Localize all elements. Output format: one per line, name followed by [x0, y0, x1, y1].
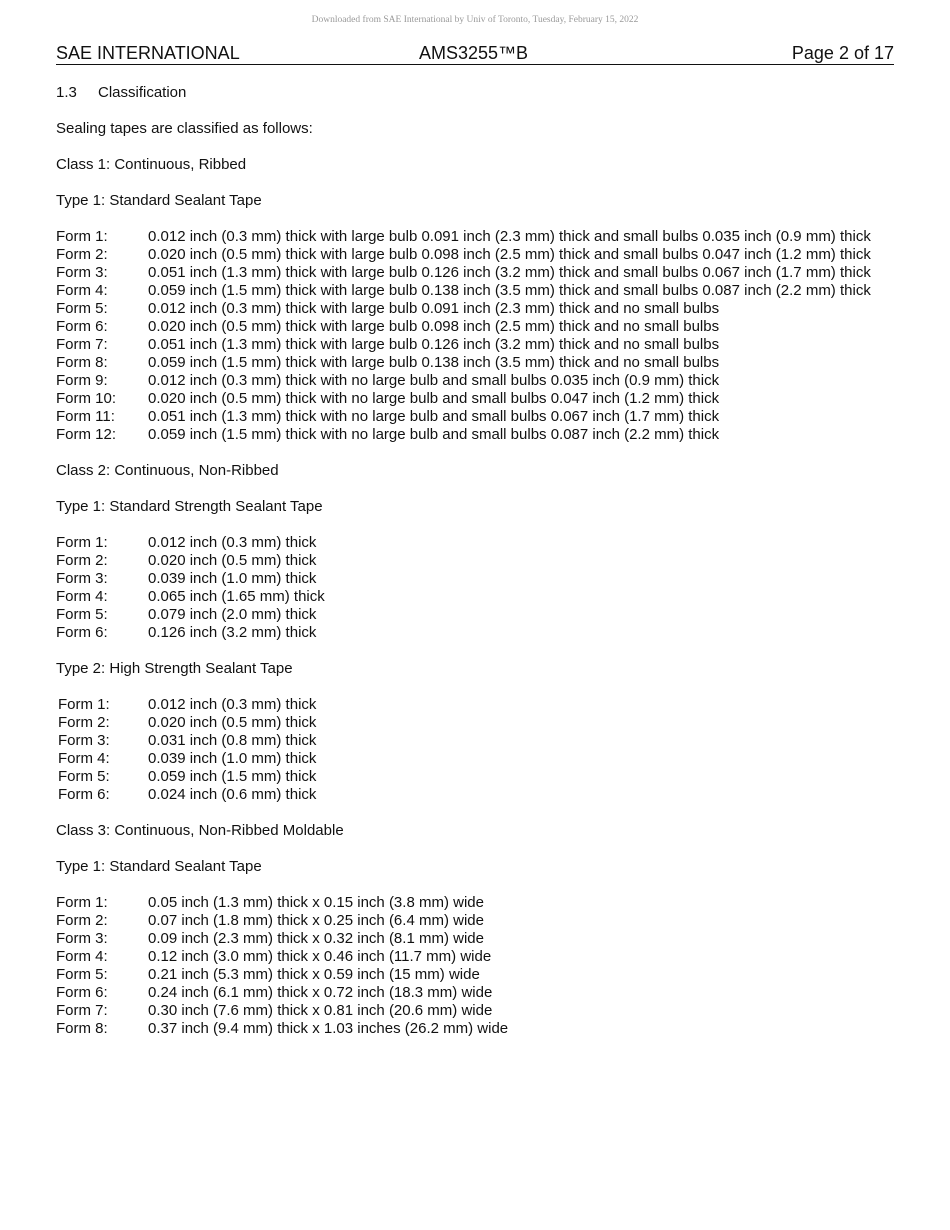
form-label: Form 2: — [56, 552, 108, 569]
form-description: 0.21 inch (5.3 mm) thick x 0.59 inch (15 mm) wide — [148, 966, 480, 983]
form-label: Form 7: — [56, 1002, 108, 1019]
form-label: Form 4: — [56, 948, 108, 965]
form-row — [56, 354, 894, 372]
form-label: Form 8: — [56, 354, 108, 371]
form-row — [56, 768, 894, 786]
form-description: 0.24 inch (6.1 mm) thick x 0.72 inch (18.3 mm) wide — [148, 984, 493, 1001]
form-row — [56, 426, 894, 444]
form-description: 0.020 inch (0.5 mm) thick — [148, 714, 317, 731]
form-description: 0.024 inch (0.6 mm) thick — [148, 786, 317, 803]
form-row — [56, 390, 894, 408]
form-row — [56, 948, 894, 966]
form-label: Form 3: — [56, 570, 108, 587]
form-label: Form 5: — [56, 606, 108, 623]
form-description: 0.020 inch (0.5 mm) thick with large bulb 0.098 inch (2.5 mm) thick and no small bulbs — [148, 318, 720, 335]
form-description: 0.012 inch (0.3 mm) thick with large bulb 0.091 inch (2.3 mm) thick and small bulbs 0.035 inch (0.9 mm) thick — [148, 228, 871, 245]
form-label: Form 4: — [58, 750, 110, 767]
class-1-type-1-forms — [56, 228, 894, 444]
form-label: Form 11: — [56, 408, 115, 425]
form-description: 0.051 inch (1.3 mm) thick with large bulb 0.126 inch (3.2 mm) thick and no small bulbs — [148, 336, 720, 353]
class-2-type-1-heading: Type 1: Standard Strength Sealant Tape — [56, 498, 323, 515]
publisher-name: SAE INTERNATIONAL — [56, 43, 240, 63]
form-label: Form 6: — [56, 624, 108, 641]
form-row — [56, 534, 894, 552]
class-3-type-1-heading: Type 1: Standard Sealant Tape — [56, 858, 262, 875]
form-row — [56, 282, 894, 300]
form-description: 0.031 inch (0.8 mm) thick — [148, 732, 317, 749]
form-description: 0.065 inch (1.65 mm) thick — [148, 588, 325, 605]
form-description: 0.12 inch (3.0 mm) thick x 0.46 inch (11.7 mm) wide — [148, 948, 492, 965]
form-row — [56, 228, 894, 246]
class-3-heading: Class 3: Continuous, Non-Ribbed Moldable — [56, 822, 344, 839]
form-description: 0.37 inch (9.4 mm) thick x 1.03 inches (26.2 mm) wide — [148, 1020, 509, 1037]
form-label: Form 5: — [56, 300, 108, 317]
form-description: 0.07 inch (1.8 mm) thick x 0.25 inch (6.4 mm) wide — [148, 912, 484, 929]
form-description: 0.079 inch (2.0 mm) thick — [148, 606, 317, 623]
form-row — [56, 786, 894, 804]
form-label: Form 3: — [56, 264, 108, 281]
page-number: Page 2 of 17 — [791, 43, 894, 63]
form-label: Form 6: — [56, 984, 108, 1001]
form-label: Form 9: — [56, 372, 108, 389]
form-description: 0.059 inch (1.5 mm) thick — [148, 768, 317, 785]
form-description: 0.012 inch (0.3 mm) thick with large bulb 0.091 inch (2.3 mm) thick and no small bulbs — [148, 300, 720, 317]
form-label: Form 5: — [58, 768, 110, 785]
document-number: AMS3255™B — [419, 43, 529, 63]
form-label: Form 7: — [56, 336, 108, 353]
form-row — [56, 552, 894, 570]
class-2-type-1-forms — [56, 534, 894, 642]
section-number: 1.3 — [56, 84, 77, 101]
intro-paragraph: Sealing tapes are classified as follows: — [56, 120, 313, 137]
form-description: 0.020 inch (0.5 mm) thick with no large bulb and small bulbs 0.047 inch (1.2 mm) thick — [148, 390, 720, 407]
class-2-heading: Class 2: Continuous, Non-Ribbed — [56, 462, 279, 479]
form-row — [56, 570, 894, 588]
form-row — [56, 750, 894, 768]
class-2-type-2-forms — [56, 696, 894, 804]
document-body — [56, 84, 894, 1038]
form-label: Form 2: — [58, 714, 110, 731]
class-1-heading: Class 1: Continuous, Ribbed — [56, 156, 247, 173]
class-2-type-2-heading: Type 2: High Strength Sealant Tape — [56, 660, 293, 677]
form-label: Form 10: — [56, 390, 117, 407]
form-label: Form 1: — [56, 894, 108, 911]
form-label: Form 12: — [56, 426, 117, 443]
form-description: 0.012 inch (0.3 mm) thick with no large bulb and small bulbs 0.035 inch (0.9 mm) thick — [148, 372, 720, 389]
form-description: 0.020 inch (0.5 mm) thick — [148, 552, 317, 569]
form-label: Form 3: — [58, 732, 110, 749]
form-row — [56, 930, 894, 948]
form-description: 0.126 inch (3.2 mm) thick — [148, 624, 317, 641]
form-description: 0.05 inch (1.3 mm) thick x 0.15 inch (3.8 mm) wide — [148, 894, 484, 911]
form-description: 0.059 inch (1.5 mm) thick with no large bulb and small bulbs 0.087 inch (2.2 mm) thick — [148, 426, 720, 443]
form-description: 0.09 inch (2.3 mm) thick x 0.32 inch (8.1 mm) wide — [148, 930, 484, 947]
form-row — [56, 1002, 894, 1020]
form-description: 0.051 inch (1.3 mm) thick with no large bulb and small bulbs 0.067 inch (1.7 mm) thick — [148, 408, 720, 425]
form-label: Form 6: — [56, 318, 108, 335]
form-label: Form 4: — [56, 282, 108, 299]
form-description: 0.059 inch (1.5 mm) thick with large bulb 0.138 inch (3.5 mm) thick and small bulbs 0.087 inch (2.2 mm) thick — [148, 282, 871, 299]
form-row — [56, 894, 894, 912]
form-description: 0.051 inch (1.3 mm) thick with large bulb 0.126 inch (3.2 mm) thick and small bulbs 0.067 inch (1.7 mm) thick — [148, 264, 871, 281]
form-row — [56, 246, 894, 264]
form-description: 0.039 inch (1.0 mm) thick — [148, 570, 317, 587]
form-row — [56, 606, 894, 624]
form-description: 0.059 inch (1.5 mm) thick with large bulb 0.138 inch (3.5 mm) thick and no small bulbs — [148, 354, 720, 371]
form-row — [56, 336, 894, 354]
form-description: 0.012 inch (0.3 mm) thick — [148, 534, 317, 551]
form-description: 0.30 inch (7.6 mm) thick x 0.81 inch (20.6 mm) wide — [148, 1002, 493, 1019]
form-row — [56, 984, 894, 1002]
form-description: 0.039 inch (1.0 mm) thick — [148, 750, 317, 767]
form-label: Form 1: — [58, 696, 110, 713]
form-row — [56, 912, 894, 930]
form-row — [56, 318, 894, 336]
form-row — [56, 588, 894, 606]
form-row — [56, 732, 894, 750]
form-label: Form 4: — [56, 588, 108, 605]
form-label: Form 2: — [56, 912, 108, 929]
form-row — [56, 624, 894, 642]
class-3-type-1-forms — [56, 894, 894, 1038]
form-row — [56, 696, 894, 714]
form-label: Form 8: — [56, 1020, 108, 1037]
page-header — [56, 43, 894, 65]
form-description: 0.012 inch (0.3 mm) thick — [148, 696, 317, 713]
form-row — [56, 372, 894, 390]
form-label: Form 6: — [58, 786, 110, 803]
form-label: Form 1: — [56, 228, 108, 245]
form-row — [56, 300, 894, 318]
form-row — [56, 264, 894, 282]
section-heading — [56, 84, 894, 102]
class-1-type-1-heading: Type 1: Standard Sealant Tape — [56, 192, 262, 209]
form-description: 0.020 inch (0.5 mm) thick with large bulb 0.098 inch (2.5 mm) thick and small bulbs 0.047 inch (1.2 mm) thick — [148, 246, 871, 263]
section-title: Classification — [98, 84, 187, 101]
form-row — [56, 714, 894, 732]
form-row — [56, 966, 894, 984]
form-label: Form 5: — [56, 966, 108, 983]
form-label: Form 3: — [56, 930, 108, 947]
form-row — [56, 1020, 894, 1038]
form-label: Form 1: — [56, 534, 108, 551]
form-row — [56, 408, 894, 426]
download-watermark: Downloaded from SAE International by Univ of Toronto, Tuesday, February 15, 2022 — [311, 15, 639, 25]
form-label: Form 2: — [56, 246, 108, 263]
